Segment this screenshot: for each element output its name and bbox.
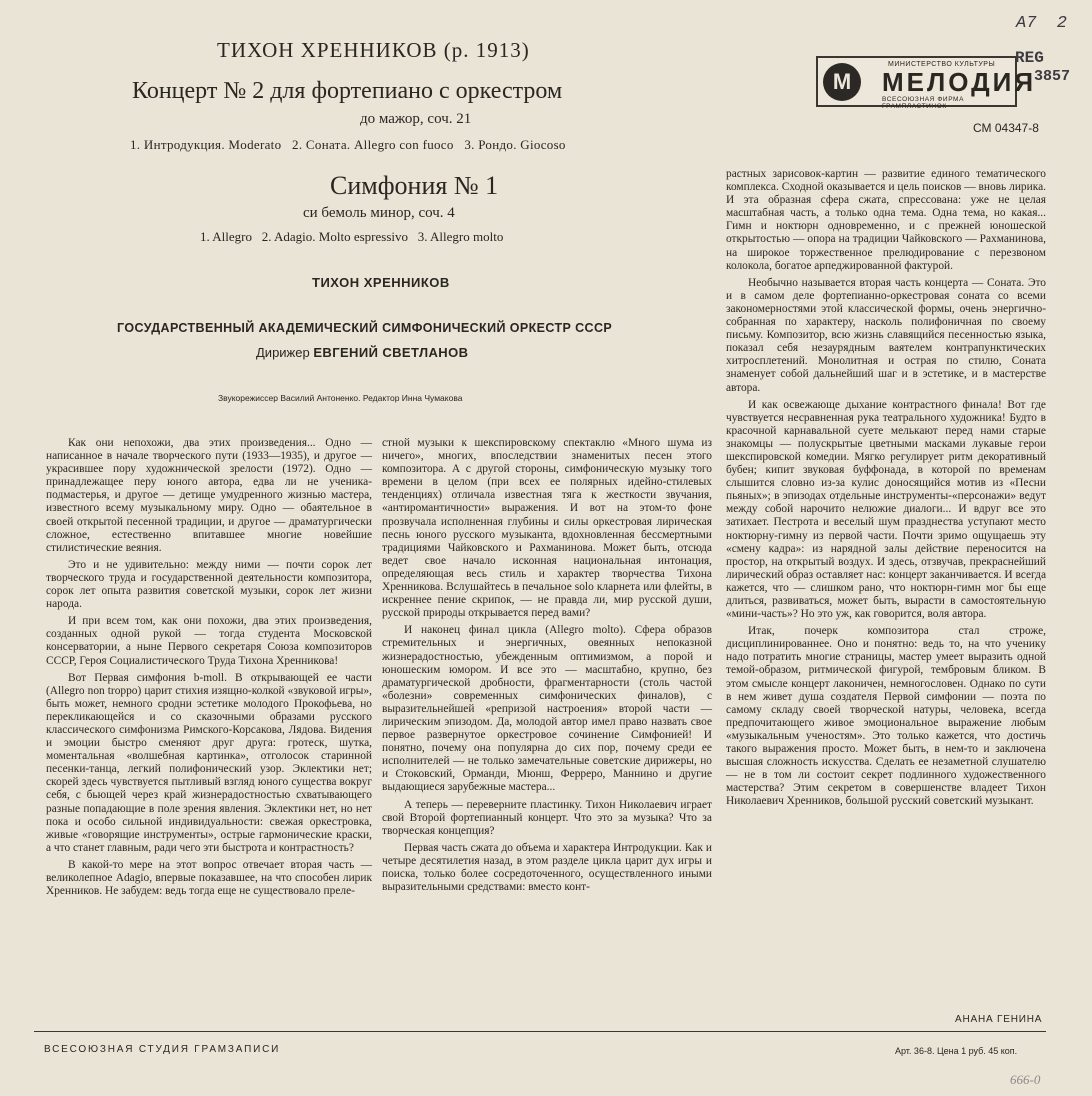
production-credits: Звукорежиссер Василий Антоненко. Редактор Инна Чумакова [218,393,463,403]
notes-author: АНАНА ГЕНИНА [955,1014,1043,1025]
conductor-label: Дирижер [256,345,310,360]
paragraph: И при всем том, как они похожи, два этих произведения, созданных одной рукой — тогда студента Московской консерватории, а ныне Первого секретаря Союза композиторов СССР, Героя Социалистического Труда Тихона Хренникова! [46,615,372,667]
melodiya-emblem: М [823,63,861,101]
composer-title: ТИХОН ХРЕННИКОВ (р. 1913) [217,38,530,62]
paragraph: растных зарисовок-картин — развитие единого тематического комплекса. Сходной оказывается и цель поисков — вновь лирика. И эта образная сфера сжата, спрессована: уже не целая масштабная часть, а только одна тема. Одна тема, но какая... Гимн и ноктюрн одновременно, и с прежней юношеской открытостью — опора на традиции Чайковского — Рахманинова, на широкое торжественное прелюдирование с перезвоном колокола, богатое арпеджированной фактурой. [726,168,1046,272]
pencil-mark: 666-0 [1010,1072,1041,1087]
paragraph: Итак, почерк композитора стал строже, дисциплинированнее. Оно и понятно: ведь то, на что ученику надо потратить многие страницы, мастер умеет выразить одной темой-образом, ритмической фигурой, тембровым бликом. В этом смысле концерт лаконичен, немногословен. Однако по сути в нем живет душа создателя Первой симфонии — поэта по самому складу своей творческой натуры, человека, всегда предпочитающего живое эмоциональное выражение любым «музыкальным ученостям». Это только кажется, что достичь такого выражения просто. Может быть, в нем-то и заключена высшая сложность искусства. Сделать ее незаметной слушателю — не в том ли состоит секрет подлинного художественного мастерства? Этим секретом в совершенстве владеет Тихон Николаевич Хренников, большой русский советский музыкант. [726,625,1046,808]
paragraph: А теперь — переверните пластинку. Тихон Николаевич играет свой Второй фортепианный концерт. Что это за музыка? Что за творческая концепция? [382,798,712,837]
paragraph: Первая часть сжата до объема и характера Интродукции. Как и четыре десятилетия назад, в этом разделе цикла царит дух игры и поиска, только более сосредоточенного, осуществленного иными выразительными средствами: вместо конт- [382,841,712,894]
paragraph: стной музыки к шекспировскому спектаклю «Много шума из ничего», многих, впоследствии знаменитых песен этого композитора. А с другой стороны, симфоническую музыку того времени в целом (при всех ее полярных идейно-стилевых тенденциях) отличала известная тяга к жесткости звучания, «антиромантичности» выражения. И вот на этом-то фоне прозвучала исполненная глубины и силы оркестровая лирическая песнь юного русского музыканта, вдохновленная бессмертными традициями Чайковского и Рахманинова. Может быть, отсюда ведет свое начало исконная национальная интонация, определяющая весь стиль и характер творчества Тихона Хренникова. Вслушайтесь в печальное solo кларнета или флейты, в искреннее пение скрипок, — не правда ли, мир русской души, русской природы открывается перед вами? [382,437,712,620]
handwritten-mark: А7 2 [1016,14,1068,33]
symphony-movements: 1. Allegro 2. Adagio. Molto espressivo 3. Allegro molto [200,229,504,244]
performer-composer: ТИХОН ХРЕННИКОВ [312,275,450,290]
paragraph: Это и не удивительно: между ними — почти сорок лет творческого труда и государственной деятельности композитора, сорок лет опыта развития советской музыки, сорок лет жизни народа. [46,558,372,611]
concerto-key: до мажор, соч. 21 [360,111,472,127]
price-line: Арт. 36-8. Цена 1 руб. 45 коп. [895,1046,1018,1056]
logo-name: МЕЛОДИЯ [882,67,1037,97]
symphony-key: си бемоль минор, соч. 4 [303,205,455,221]
logo-subtitle: ВСЕСОЮЗНАЯ ФИРМА ГРАМПЛАСТИНОК [882,96,965,110]
reg-stamp: REG [1015,49,1044,67]
reg-number-stamp: 3857 [1034,68,1071,85]
footer-divider [34,1031,1046,1032]
liner-notes-column-2 [382,437,712,898]
liner-notes-column-1 [46,437,372,902]
symphony-title: Симфония № 1 [330,171,499,200]
paragraph: И наконец финал цикла (Allegro molto). Сфера образов стремительных и энергичных, овеянных непоказной жизнерадостностью, убежденным оптимизмом, а порой и юношеским юмором. И все это — масштабно, крупно, без драматургической дробности, фрагментарности (столь частой «болезни» современных симфонических финалов), с выразительнейшей «репризой настроения» второй части — лирическим эпизодом. Да, молодой автор имел право назвать свое первое развернутое оркестровое сочинение Симфонией! И понятно, почему она популярна до сих пор, почему среди ее исполнителей — не только замечательные советские дирижеры, но и Стоковский, Орманди, Мюнш, Ферреро, Маннино и другие выдающиеся зарубежные мастера... [382,624,712,794]
paragraph: Необычно называется вторая часть концерта — Соната. Это и в самом деле фортепианно-оркестровая соната со всеми закономерностями этой классической формы, очень энергично-собранная по характеру, насколь полифоничная по своему письму. Композитор, всю жизнь славящийся песенностью языка, показал себя незаурядным ваятелем контрапунктических хитросплетений. Монолитная и острая по стилю, Соната знаменует собой дальнейший шаг и в эстетике, и в мастерстве автора. [726,276,1046,394]
liner-notes-column-3 [726,168,1046,813]
melodiya-logo [816,56,1037,110]
paragraph: И как освежающе дыхание контрастного финала! Вот где чувствуется несравненная рука театрального художника! Будто в красочной карнавальной суете мелькают перед нами старые знакомцы — полускрытые цветными масками лукавые герои шекспировской комедии. Мягко регулирует ритм декоративный бубен; кипит звуковая буффонада, в которой по временам слышится словно из-за кулис доносящийся мотив из «Песни пьяных»; в эпизодах отдельные инструменты-«персонажи» ведут между собой нарочито нелюжие диалоги... И вдруг все это затихает. Пестрота и веселый шум празднества уступают место ноктюрну-гимну из первой части. Почти зримо ощущаешь эту «смену кадра»: из нарядной залы действие переносится на простор, на открытый воздух. И здесь, отзвучав, прекраснейший лирический образ оставляет нас: концерт заканчивается. И всегда кажется, что — слишком рано, что ноктюрн-гимн мог бы еще длиться, развиваться, может быть, вырасти в самостоятельную «мини-часть»? Но это уж, как говорится, воля автора. [726,398,1046,621]
paragraph: Как они непохожи, два этих произведения... Одно — написанное в начале творческого пути (1933—1935), и другое — украсившее пору художнической зрелости (1972). Одно — принадлежащее перу юного автора, едва ли не ученика-подмастерья, и другое — детище умудренного жизнью мастера, известного всему музыкальному миру. Одно — обаятельное в своей открытой песенной традиции, и другое — драматургически сложное, естественно впитавшее многие новейшие стилистические веяния. [46,437,372,554]
conductor-line [256,345,468,360]
conductor-name: ЕВГЕНИЙ СВЕТЛАНОВ [313,345,469,360]
orchestra-name: ГОСУДАРСТВЕННЫЙ АКАДЕМИЧЕСКИЙ СИМФОНИЧЕСКИЙ ОРКЕСТР СССР [117,321,613,335]
concerto-title: Концерт № 2 для фортепиано с оркестром [132,78,563,104]
paragraph: Вот Первая симфония b-moll. В открывающей ее части (Allegro non troppo) царит стихия изящно-колкой «звуковой игры», быть может, немного сродни эстетике молодого Прокофьева, но перекликающейся и со сказочными образами русского классического симфонизма Римского-Корсакова, Лядова. Видения и эмоции быстро сменяют друг друга: гротеск, шутка, моментальная «волшебная картинка», отголосок старинной песенки-танца, легкий полифонический узор. Эклектики нет; скорей здесь чувствуется пытливый взгляд юного существа вокруг себя, с бьющей через край жизнерадостностью схватывающего разные попадающие в поле зрения явления. Эклектики нет, но нет пока и особо сильной индивидуальности: свежая оркестровка, живые «говорящие инструменты», острые гармонические краски, а что станет главным, ради чего эти быстрота и контрастность? [46,671,372,854]
concerto-movements: 1. Интродукция. Moderato 2. Соната. Allegro con fuoco 3. Рондо. Giocoso [130,137,566,152]
catalog-number: СМ 04347-8 [973,121,1039,135]
paragraph: В какой-то мере на этот вопрос отвечает вторая часть — великолепное Adagio, впервые показавшее, на что способен лирик Хренников. Не забудем: ведь тогда еще не существовало преле- [46,858,372,898]
studio-name: ВСЕСОЮЗНАЯ СТУДИЯ ГРАМЗАПИСИ [44,1044,281,1055]
logo-ministry: МИНИСТЕРСТВО КУЛЬТУРЫ [888,61,996,68]
